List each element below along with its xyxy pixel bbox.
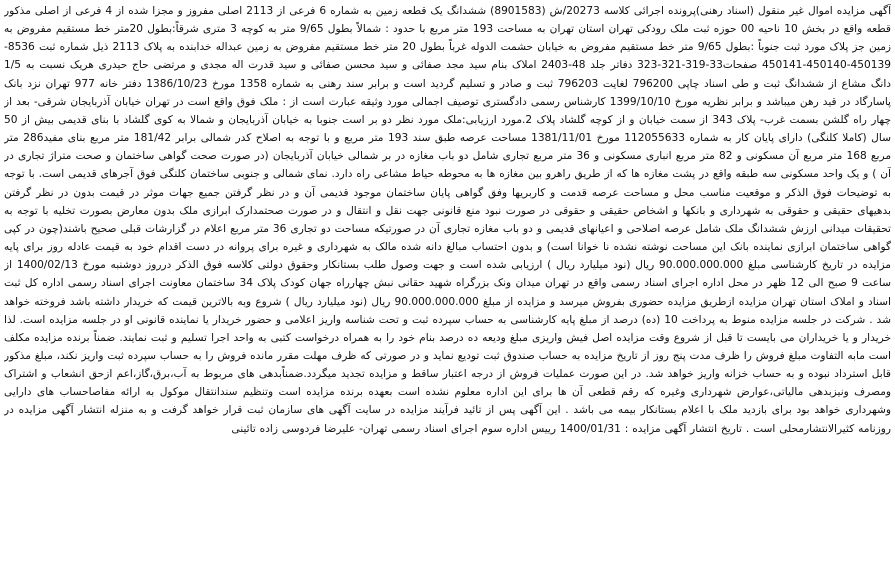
notice-body-text: آگهی مزایده اموال غیر منقول (اسناد رهنی)پرونده اجرائی کلاسه 20273/ش (8901583) ششدانگ یک قطعه زمین به شماره 6 فرعی از 2113 اصلی مفروز و مجزا شده از 4 فرعی از اصلی مذکور قطعه واقع در بخش 10 ناحیه 00 حوزه ثبت ملک رودکی تهران استان تهران به مساحت 193 متر مربع با حدود : شمالاً بطول 9/65 متر به کوچه 3 متری شرقاً:بطول 20متر خط مستقیم مفروض به زمین جز پلاک مورد ثبت جنوباً :بطول 9/65 متر خط مستقیم مفروض به خیابان حشمت الدوله غرباً بطول 20 متر خط مستقیم مفروض به زمین عبداله خدابنده به پلاک 2113 ذیل شماره ثبت 8536- 450139-450140-450141 صفحات33-319-321-323 دفاتر جلد 48-2403 املاک بنام سید مجد صفائی و سید محسن صفائی و سید قدرت اله مجدی و مرتضی حاج حیدری هریک نسبت به 1/5 دانگ مشاع از ششدانگ ثبت و طی اسناد چاپی 796200 لغایت 796203 ثبت و صادر و تسلیم گردید است و برابر سند رهنی به شماره 1358 مورخ 1386/10/23 دفتر خانه 977 تهران نزد بانک پاسارگاد در قید رهن میباشد و برابر نظریه مورخ 1399/10/10 کارشناس رسمی دادگستری توصیف اجمالی مورد وثیقه عبارت است از : ملک فوق واقع است در تهران خیابان آذربایجان شرقی- بعد از چهار راه گلشن بسمت غرب- پلاک 343 از سمت خیابان و از کوچه گلشاد پلاک 2.مورد ارزیابی:ملک مورد نظر دو بر است جنوبا به خیابان آذربایجان و شمالا به کوی گلشاد با بنای قدیمی بیش از 50 سال (کاملا کلنگی) دارای پایان کار به شماره 112055633 مورخ 1381/11/01 مساحت عرصه طبق سند 193 متر مربع و با توجه به اصلاح کدر شمالی برابر 181/42 متر مربع بنای مفید286 متر مربع 168 متر مربع آن مسکونی و 82 متر مربع انباری مسکونی و 36 متر مربع تجاری شامل دو باب مغازه در بر شمالی خیابان آذربایجان (در صورت صحت گواهی ساختمان و صحت متراژ تجاری در آن ) و یک واحد مسکونی سه طبقه واقع در پشت مغازه ها که از طریق راهرو بین مغازه ها به محوطه حیاط مشاعی راه دارد. نمای شمالی و جنوبی ساختمان کلنگی فوق آجرهای قدیمی است. با توجه به توضیحات فوق الذکر و موقعیت مناسب محل و مساحت عرصه قدمت و کاربریها وفق گواهی پایان ساختمان موجود قدیمی آن و در نظر گرفتن جمیع جهات موثر در قیمت بدون در نظر گرفتن بدهیهای حقیقی و حقوقی به شهرداری و بانکها و اشخاص حقیقی و حقوقی در صورت نبود منع قانونی جهت نقل و انتقال و در صورت صحتمدارک ابرازی ملک بدون معارض بصورت تخلیه با توجه به تحقیقات میدانی ارزش ششدانگ ملک شامل عرصه اصلاحی و اعیانهای قدیمی و دو باب مغازه تجاری آن در صورتیکه مساحت دو تجاری 36 متر مربع اعلام در گزارشات قبلی صحیح باشند(چون در کپی گواهی ساختمان ابرازی نماینده بانک این مساحت نوشته نشده نا خوانا است) و بدون احتساب مبالغ دانه شده مالک به شهرداری و غیره برای پروانه در دست اقدام خود به قیمت عادله روز برای پایه مزایده در تاریخ کارشناسی مبلغ 90.000.000.000 ریال (نود میلیارد ریال ) ارزیابی شده است و جهت وصول طلب بستانکار وحقوق دولتی کلاسه فوق الذکر درروز دوشنبه مورخ 1400/02/13 از ساعت 9 صبح الی 12 ظهر در محل اداره اجرای اسناد رسمی واقع در تهران میدان ونک بزرگراه شهید حقانی نبش چهارراه جهان کودک پلاک 34 ساختمان معاونت اجرای اسناد رسمی اداره کل ثبت اسناد و املاک استان تهران مزایده ازطریق مزایده حضوری بفروش میرسد و مزایده از مبلغ 90.000.000.000 ریال (نود میلیارد ریال ) شروع وبه بالاترین قیمت که خریدار داشته باشد فروخته خواهد شد . شرکت در جلسه مزایده منوط به پرداخت 10 (ده) درصد از مبلغ پایه کارشناسی به حساب سپرده ثبت و تحت شناسه واریز اعلامی و حضور خریدار یا نماینده قانونی او در جلسه مزایده است. لذا خریدار و یا خریداران می بایست تا قبل از شروع وقت مزایده اصل فیش واریزی مبلغ ودیعه ده درصد بنام خود را به همراه درخواست کتبی به واحد اجرا تسلیم و ثبت نمایند. ضمناً برنده مزایده مکلف است مابه التفاوت مبلغ فروش را ظرف مدت پنج روز از تاریخ مزایده به حساب صندوق ثبت تودیع نماید و در صورتی که ظرف مهلت مقرر مانده فروش را به حساب سپرده ثبت واریز نکند، مبلغ مذکور قابل استرداد نبوده و به حساب خزانه واریز خواهد شد. در این صورت عملیات فروش از درجه اعتبار ساقط و مزایده تجدید میگردد.ضمناًبدهی های مربوط به آب،برق،گاز،اعم ازحق انشعاب و اشتراک ومصرف ونیزبدهی مالیاتی،عوارض شهرداری وغیره که رقم قطعی آن ها برای این اداره معلوم نشده است بعهده برنده مزایده است وتنظیم سندانتقال موکول به ارائه مفاصاحساب های دارایی وشهرداری خواهد بود برای بازدید ملک با اعلام بستانکار بیمه می باشد . این آگهی پس از تائید فرآیند مزایده در سایت آگهی های سازمان ثبت قرار خواهد گرفت و به منزله انتشار آگهی مزایده در روزنامه کثیرالانتشارمحلی است . تاریخ انتشار آگهی مزایده : 1400/01/31 رییس اداره سوم اجرای اسناد رسمی تهران- علیرضا فردوسی زاده تائینی: [4, 5, 891, 435]
auction-notice: [4, 2, 891, 569]
